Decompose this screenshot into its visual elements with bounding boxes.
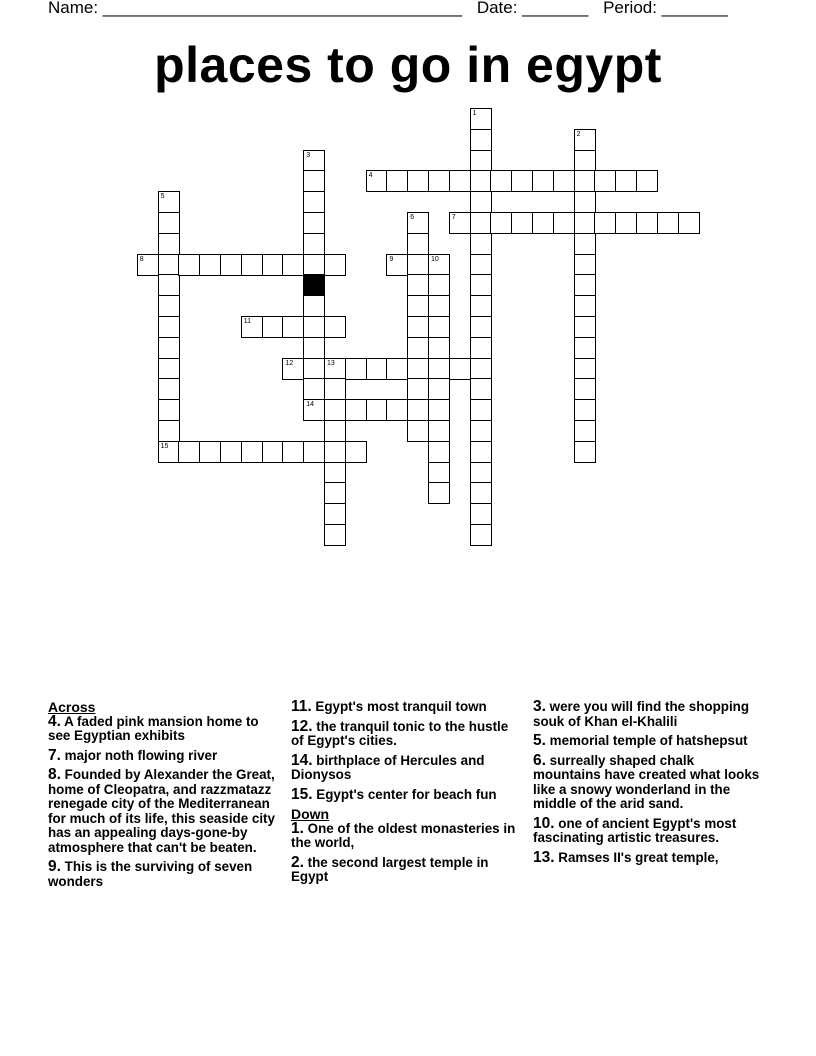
grid-cell[interactable] [303, 316, 325, 338]
grid-cell[interactable] [324, 254, 346, 276]
grid-cell[interactable] [158, 191, 180, 213]
clue-text: surreally shaped chalk mountains have created what looks like a snowy wonderland in the middle of the arid sand. [533, 752, 760, 811]
across-clue [291, 785, 519, 803]
grid-cell[interactable] [407, 378, 429, 400]
grid-cell[interactable] [324, 524, 346, 546]
grid-cell[interactable] [366, 170, 388, 192]
period-field[interactable]: Period: _______ [603, 0, 728, 17]
grid-cell[interactable] [428, 399, 450, 421]
grid-cell[interactable] [303, 170, 325, 192]
clue-number: 15 [160, 442, 169, 450]
clue-number: 1 [472, 110, 477, 117]
grid-cell[interactable] [470, 441, 492, 463]
grid-cell[interactable] [282, 441, 304, 463]
grid-cell[interactable] [137, 254, 159, 276]
clue-text: Egypt's center for beach fun [312, 786, 497, 802]
grid-cell[interactable] [574, 274, 596, 296]
grid-cell[interactable] [574, 358, 596, 380]
grid-cell[interactable] [470, 462, 492, 484]
grid-cell[interactable] [158, 254, 180, 276]
grid-cell[interactable] [407, 233, 429, 255]
grid-cell[interactable] [386, 399, 408, 421]
grid-cell[interactable] [428, 358, 450, 380]
across-clue [291, 717, 519, 749]
clue-text: This is the surviving of seven wonders [48, 859, 253, 889]
grid-cell[interactable] [470, 295, 492, 317]
grid-cell[interactable] [511, 212, 533, 234]
clue-number: 10. [533, 814, 555, 832]
across-clues-a [48, 712, 276, 890]
grid-cell[interactable] [345, 399, 367, 421]
grid-cell[interactable] [158, 233, 180, 255]
clue-number: 13 [327, 359, 335, 367]
grid-cell[interactable] [490, 170, 512, 192]
clue-text: One of the oldest monasteries in the world, [291, 820, 516, 850]
grid-cell[interactable] [470, 337, 492, 359]
across-heading: Across [48, 699, 96, 715]
grid-cell[interactable] [574, 212, 596, 234]
grid-cell[interactable] [449, 358, 471, 380]
grid-cell[interactable] [158, 420, 180, 442]
clue-text: A faded pink mansion home to see Egyptian exhibits [48, 713, 259, 743]
grid-cell[interactable] [470, 274, 492, 296]
grid-cell[interactable] [574, 316, 596, 338]
grid-cell[interactable] [574, 150, 596, 172]
grid-cell[interactable] [470, 503, 492, 525]
clue-column-1 [48, 700, 276, 894]
grid-cell[interactable] [428, 316, 450, 338]
grid-cell[interactable] [345, 358, 367, 380]
name-field[interactable]: Name: ______________________________________ [48, 0, 463, 17]
clue-number: 10 [431, 255, 439, 263]
clue-number: 9 [389, 255, 394, 263]
clue-column-2 [291, 700, 519, 890]
page-title: places to go in egypt [154, 37, 662, 93]
grid-cell[interactable] [428, 295, 450, 317]
grid-cell[interactable] [303, 378, 325, 400]
down-clue [533, 751, 761, 812]
grid-cell[interactable] [490, 212, 512, 234]
black-cell [303, 274, 325, 296]
grid-cell[interactable] [220, 254, 242, 276]
grid-cell[interactable] [241, 254, 263, 276]
down-clues-a [291, 819, 519, 885]
down-heading: Down [291, 806, 330, 822]
clue-number: 5 [160, 193, 165, 201]
grid-cell[interactable] [158, 378, 180, 400]
grid-cell[interactable] [282, 358, 304, 380]
grid-cell[interactable] [470, 358, 492, 380]
clue-text: Egypt's most tranquil town [311, 699, 487, 714]
grid-cell[interactable] [303, 254, 325, 276]
clue-number: 12 [285, 359, 294, 367]
grid-cell[interactable] [324, 482, 346, 504]
grid-cell[interactable] [470, 108, 492, 130]
grid-cell[interactable] [178, 254, 200, 276]
grid-cell[interactable] [470, 129, 492, 151]
grid-cell[interactable] [553, 212, 575, 234]
grid-cell[interactable] [407, 399, 429, 421]
grid-cell[interactable] [470, 420, 492, 442]
grid-cell[interactable] [324, 378, 346, 400]
clue-text: the tranquil tonic to the hustle of Egypt's cities. [291, 718, 509, 748]
clue-text: one of ancient Egypt's most fascinating artistic treasures. [533, 815, 737, 845]
grid-cell[interactable] [615, 170, 637, 192]
grid-cell[interactable] [324, 503, 346, 525]
grid-cell[interactable] [574, 129, 596, 151]
grid-cell[interactable] [657, 212, 679, 234]
grid-cell[interactable] [407, 212, 429, 234]
clue-number: 14 [306, 401, 314, 409]
grid-cell[interactable] [303, 441, 325, 463]
grid-cell[interactable] [158, 337, 180, 359]
grid-cell[interactable] [386, 358, 408, 380]
grid-cell[interactable] [407, 337, 429, 359]
grid-cell[interactable] [594, 170, 616, 192]
grid-cell[interactable] [428, 170, 450, 192]
clue-number: 14. [291, 751, 313, 769]
grid-cell[interactable] [594, 212, 616, 234]
grid-cell[interactable] [303, 399, 325, 421]
grid-cell[interactable] [470, 212, 492, 234]
clue-number: 3. [533, 698, 546, 715]
grid-cell[interactable] [407, 358, 429, 380]
grid-cell[interactable] [158, 316, 180, 338]
clue-text: major noth flowing river [60, 747, 218, 763]
grid-cell[interactable] [574, 295, 596, 317]
grid-cell[interactable] [636, 170, 658, 192]
grid-cell[interactable] [303, 337, 325, 359]
clue-number: 2. [291, 853, 304, 871]
grid-cell[interactable] [324, 462, 346, 484]
grid-cell[interactable] [470, 399, 492, 421]
grid-cell[interactable] [407, 254, 429, 276]
clue-number: 12. [291, 717, 313, 735]
grid-cell[interactable] [574, 191, 596, 213]
clue-text: were you will find the shopping souk of Khan el-Khalili [533, 699, 750, 729]
grid-cell[interactable] [470, 378, 492, 400]
grid-cell[interactable] [574, 337, 596, 359]
across-clue [48, 712, 276, 744]
clue-number: 9. [48, 858, 61, 875]
grid-cell[interactable] [636, 212, 658, 234]
grid-cell[interactable] [532, 170, 554, 192]
grid-cell[interactable] [574, 378, 596, 400]
grid-cell[interactable] [574, 170, 596, 192]
grid-cell[interactable] [470, 524, 492, 546]
grid-cell[interactable] [324, 399, 346, 421]
clue-column-3 [533, 700, 761, 870]
grid-cell[interactable] [386, 170, 408, 192]
across-clue [291, 700, 519, 715]
grid-cell[interactable] [158, 441, 180, 463]
grid-cell[interactable] [470, 254, 492, 276]
grid-cell[interactable] [574, 420, 596, 442]
grid-cell[interactable] [407, 295, 429, 317]
across-clue [291, 751, 519, 783]
clue-number: 1. [291, 819, 304, 837]
grid-cell[interactable] [449, 170, 471, 192]
grid-cell[interactable] [303, 212, 325, 234]
clue-number: 4. [48, 712, 61, 730]
grid-cell[interactable] [262, 316, 284, 338]
grid-cell[interactable] [678, 212, 700, 234]
grid-cell[interactable] [407, 420, 429, 442]
grid-cell[interactable] [303, 358, 325, 380]
across-clue [48, 746, 276, 764]
grid-cell[interactable] [615, 212, 637, 234]
grid-cell[interactable] [553, 170, 575, 192]
clue-number: 2 [576, 130, 581, 138]
clue-number: 7 [451, 214, 456, 221]
grid-cell[interactable] [470, 170, 492, 192]
grid-cell[interactable] [199, 254, 221, 276]
grid-cell[interactable] [324, 358, 346, 380]
down-clue [533, 734, 761, 749]
grid-cell[interactable] [282, 316, 304, 338]
clue-text: the second largest temple in Egypt [291, 854, 489, 884]
grid-cell[interactable] [574, 254, 596, 276]
grid-cell[interactable] [470, 191, 492, 213]
down-clue [533, 700, 761, 729]
grid-cell[interactable] [303, 191, 325, 213]
clue-number: 7. [48, 746, 61, 764]
down-clue [291, 853, 519, 885]
grid-cell[interactable] [574, 399, 596, 421]
grid-cell[interactable] [428, 420, 450, 442]
grid-cell[interactable] [366, 358, 388, 380]
grid-cell[interactable] [303, 295, 325, 317]
grid-cell[interactable] [449, 212, 471, 234]
grid-cell[interactable] [262, 254, 284, 276]
down-clue [533, 848, 761, 866]
grid-cell[interactable] [407, 316, 429, 338]
clue-number: 15. [291, 785, 313, 803]
grid-cell[interactable] [428, 337, 450, 359]
grid-cell[interactable] [470, 233, 492, 255]
down-clue [291, 819, 519, 851]
grid-cell[interactable] [511, 170, 533, 192]
grid-cell[interactable] [158, 212, 180, 234]
across-clues-b [291, 700, 519, 802]
grid-cell[interactable] [428, 462, 450, 484]
grid-cell[interactable] [199, 441, 221, 463]
grid-cell[interactable] [158, 295, 180, 317]
grid-cell[interactable] [532, 212, 554, 234]
across-clue [48, 768, 276, 855]
grid-cell[interactable] [428, 378, 450, 400]
grid-cell[interactable] [470, 482, 492, 504]
grid-cell[interactable] [574, 441, 596, 463]
clue-number: 11. [291, 698, 312, 715]
clue-text: Founded by Alexander the Great, home of Cleopatra, and razzmatazz renegade city of the Mediterranean for much of its life, this seaside city has an appealing days-gone-by atmosphere that can't be beaten. [48, 767, 275, 855]
grid-cell[interactable] [407, 274, 429, 296]
grid-cell[interactable] [407, 170, 429, 192]
grid-cell[interactable] [262, 441, 284, 463]
grid-cell[interactable] [574, 233, 596, 255]
grid-cell[interactable] [345, 441, 367, 463]
grid-cell[interactable] [178, 441, 200, 463]
grid-cell[interactable] [428, 254, 450, 276]
grid-cell[interactable] [303, 233, 325, 255]
grid-cell[interactable] [470, 316, 492, 338]
clue-number: 3 [306, 151, 311, 159]
grid-cell[interactable] [366, 399, 388, 421]
down-clues-b [533, 700, 761, 865]
grid-cell[interactable] [428, 441, 450, 463]
grid-cell[interactable] [220, 441, 242, 463]
grid-cell[interactable] [158, 358, 180, 380]
grid-cell[interactable] [324, 316, 346, 338]
grid-cell[interactable] [386, 254, 408, 276]
grid-cell[interactable] [470, 150, 492, 172]
date-field[interactable]: Date: _______ [476, 0, 589, 17]
clue-text: Ramses II's great temple, [554, 849, 719, 865]
grid-cell[interactable] [241, 441, 263, 463]
clue-text: memorial temple of hatshepsut [545, 733, 748, 748]
grid-cell[interactable] [428, 274, 450, 296]
grid-cell[interactable] [324, 420, 346, 442]
clue-number: 11 [243, 318, 252, 325]
grid-cell[interactable] [158, 274, 180, 296]
clue-number: 5. [533, 732, 546, 749]
clue-number: 8 [139, 255, 144, 263]
clue-number: 6. [533, 751, 546, 769]
grid-cell[interactable] [241, 316, 263, 338]
grid-cell[interactable] [303, 150, 325, 172]
grid-cell[interactable] [282, 254, 304, 276]
down-clue [533, 814, 761, 846]
clue-number: 13. [533, 848, 555, 866]
across-clue [48, 860, 276, 889]
clue-text: birthplace of Hercules and Dionysos [291, 752, 485, 782]
clue-number: 8. [48, 766, 61, 783]
grid-cell[interactable] [158, 399, 180, 421]
clue-number: 4 [368, 172, 373, 180]
grid-cell[interactable] [428, 482, 450, 504]
clue-number: 6 [410, 214, 415, 221]
grid-cell[interactable] [324, 441, 346, 463]
